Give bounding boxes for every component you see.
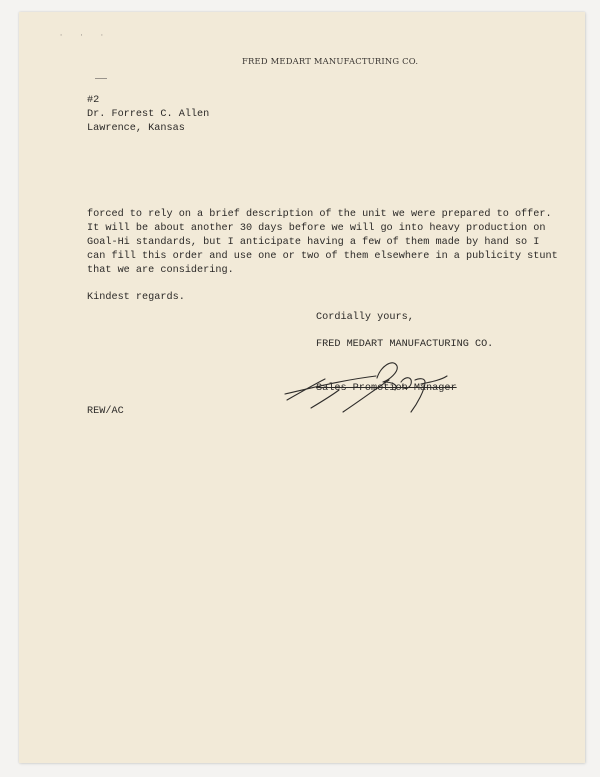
recipient-name: Dr. Forrest C. Allen — [87, 109, 210, 120]
handwritten-signature — [281, 360, 471, 420]
complimentary-close: Cordially yours, — [316, 312, 414, 323]
closing-line: Kindest regards. — [87, 292, 185, 303]
body-line: Goal-Hi standards, but I anticipate having a few of them made by hand so I — [87, 237, 540, 248]
margin-dash — [95, 78, 107, 79]
letterhead: FRED MEDART MANUFACTURING CO. — [242, 56, 419, 66]
body-line: forced to rely on a brief description of the unit we were prepared to offer. — [87, 209, 552, 220]
page-number: #2 — [87, 95, 100, 106]
body-line: that we are considering. — [87, 265, 234, 276]
typist-initials: REW/AC — [87, 406, 124, 417]
signer-title: Sales Promotion Manager — [316, 383, 457, 394]
recipient-city: Lawrence, Kansas — [87, 123, 185, 134]
top-margin-marks: · · · — [59, 32, 111, 40]
signature-company: FRED MEDART MANUFACTURING CO. — [316, 339, 494, 350]
body-line: can fill this order and use one or two of them elsewhere in a publicity stunt — [87, 251, 558, 262]
letter-page — [19, 12, 585, 763]
body-line: It will be about another 30 days before we will go into heavy production on — [87, 223, 546, 234]
